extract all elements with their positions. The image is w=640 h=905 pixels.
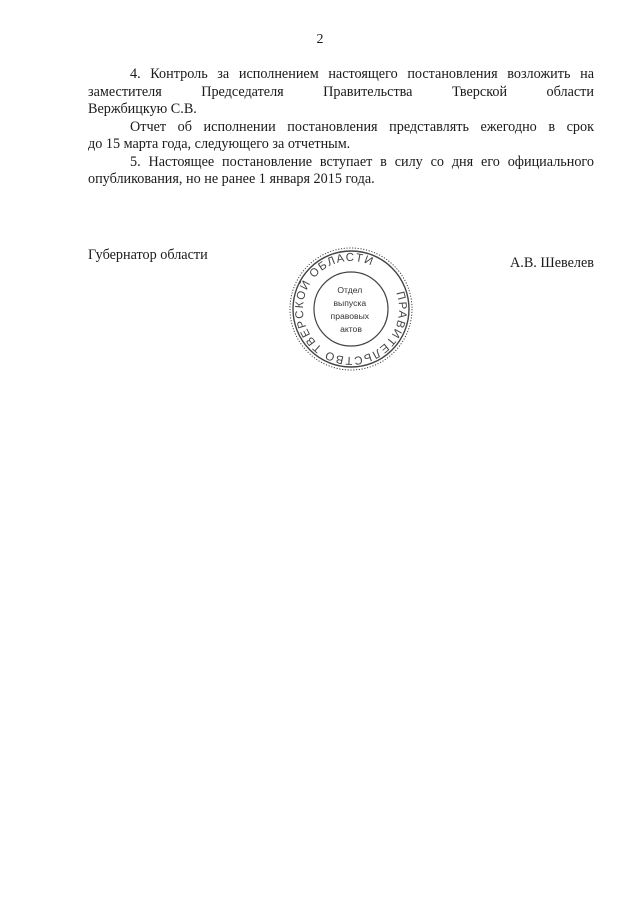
seal-ring-text: ПРАВИТЕЛЬСТВО ТВЕРСКОЙ ОБЛАСТИ — [293, 251, 409, 367]
page-number: 2 — [316, 32, 324, 47]
seal-center-text: Отдел выпуска правовых актов — [330, 285, 370, 334]
paragraph-report-line-1: Отчет об исполнении постановления представлять ежегодно в срок — [130, 118, 594, 135]
paragraph-4-line-2 — [88, 84, 594, 102]
paragraph-5-line-2: опубликования, но не ранее 1 января 2015 года. — [88, 171, 375, 187]
official-seal-stamp — [286, 244, 416, 374]
paragraph-5 — [88, 154, 594, 189]
word: Председателя — [201, 83, 284, 100]
paragraph-report — [88, 119, 594, 154]
paragraph-report-line-2: до 15 марта года, следующего за отчетным. — [88, 136, 351, 152]
paragraph-5-line-1: 5. Настоящее постановление вступает в силу со дня его официального — [130, 153, 594, 170]
seal-graphic — [286, 244, 416, 374]
word: Тверской — [451, 83, 508, 100]
paragraph-4-line-3: Вержбицкую С.В. — [88, 101, 197, 117]
paragraph-4-line-1: 4. Контроль за исполнением настоящего постановления возложить на — [130, 66, 594, 82]
seal-outer-dotted-ring — [290, 248, 412, 370]
seal-outer-ring — [293, 251, 409, 367]
word: Правительства — [323, 83, 413, 100]
document-body — [88, 66, 594, 189]
paragraph-4 — [88, 66, 594, 119]
word: области — [546, 83, 594, 100]
word: заместителя — [88, 83, 162, 100]
signatory-title: Губернатор области — [88, 247, 208, 263]
signatory-name: А.В. Шевелев — [510, 255, 594, 271]
seal-inner-ring — [314, 272, 388, 346]
